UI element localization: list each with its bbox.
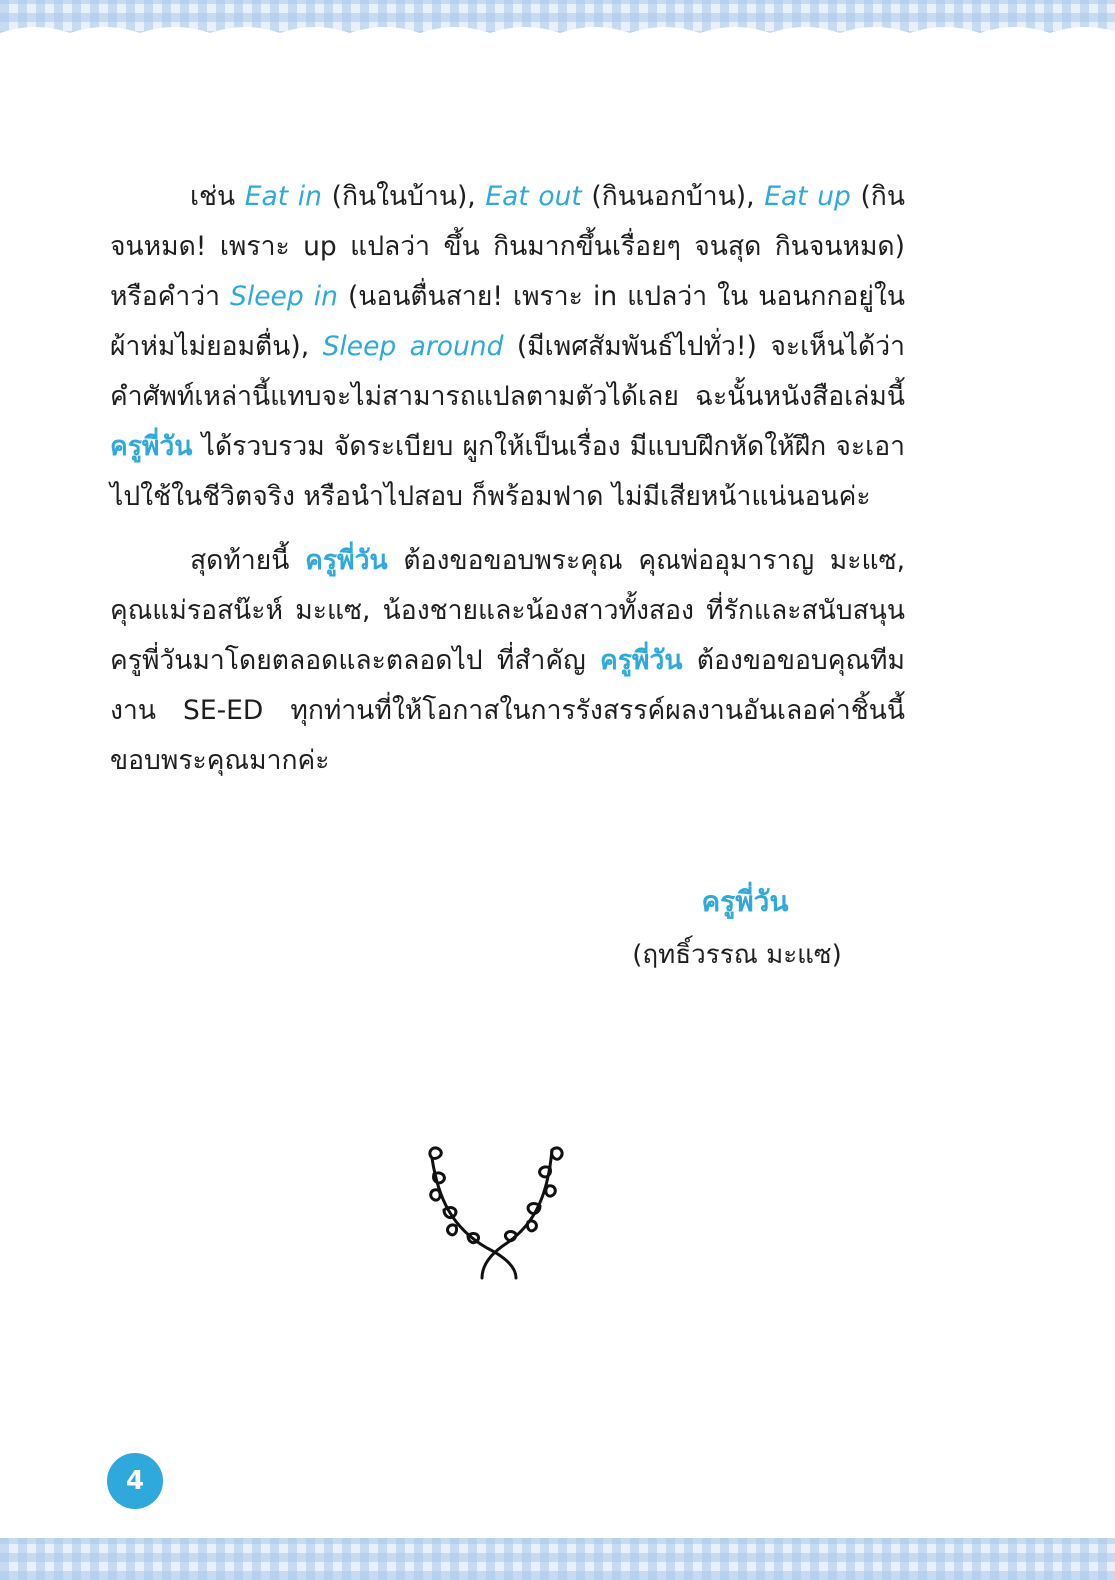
english-phrase: Eat up — [764, 181, 851, 212]
text-run: ต้องขอขอบคุณทีมงาน SE-ED ทุกท่านที่ให้โอกาสในการรังสรรค์ผลงานอันเลอค่าชิ้นนี้ ขอบพระคุณมากค่ะ — [110, 645, 905, 776]
paragraph-acknowledgements — [110, 536, 905, 786]
english-phrase: Sleep in — [230, 281, 338, 312]
author-name-highlight: ครูพี่วัน — [305, 545, 388, 576]
english-phrase: Eat out — [485, 181, 582, 212]
author-signature — [600, 874, 890, 980]
scalloped-edge — [0, 25, 1115, 41]
text-run: (กินนอกบ้าน), — [581, 181, 765, 212]
author-full-name: (ฤทธิ์วรรณ มะแซ) — [632, 940, 842, 970]
text-run: (นอนตื่นสาย! เพราะ in แปลว่า ใน นอนกกอยู่ในผ้าห่มไม่ยอมตื่น), — [110, 281, 905, 362]
body-text — [110, 172, 905, 800]
text-run: (กินในบ้าน), — [321, 181, 486, 212]
author-name-highlight: ครูพี่วัน — [110, 431, 193, 462]
english-phrase: Eat in — [244, 181, 322, 212]
author-name: ครูพี่วัน — [701, 885, 789, 918]
laurel-sprig-icon — [412, 1138, 582, 1283]
text-run: สุดท้ายนี้ — [190, 545, 306, 576]
english-phrase: Sleep around — [322, 331, 504, 362]
text-run: (กินจนหมด! เพราะ up แปลว่า ขึ้น กินมากขึ้นเรื่อยๆ จนสุด กินจนหมด) หรือคำว่า — [110, 181, 905, 312]
paragraph-vocabulary-examples — [110, 172, 905, 522]
text-run: ได้รวบรวม จัดระเบียบ ผูกให้เป็นเรื่อง มีแบบฝึกหัดให้ฝึก จะเอาไปใช้ในชีวิตจริง หรือนำไปสอบ ก็พร้อมฟาด ไม่มีเสียหน้าแน่นอนค่ะ — [110, 431, 905, 512]
text-run: ต้องขอขอบพระคุณ คุณพ่ออุมาราญ มะแซ, คุณแม่รอสน๊ะห์ มะแซ, น้องชายและน้องสาวทั้งสอง ที่รักและสนับสนุนครูพี่วันมาโดยตลอดและตลอดไป ที่สำคัญ — [110, 545, 905, 676]
bottom-gingham-border — [0, 1538, 1115, 1580]
text-run: เช่น — [190, 181, 245, 212]
page-number-badge: 4 — [107, 1453, 163, 1509]
text-run: (มีเพศสัมพันธ์ไปทั่ว!) จะเห็นได้ว่าคำศัพท์เหล่านี้แทบจะไม่สามารถแปลตามตัวได้เลย ฉะนั้นหนังสือเล่มนี้ — [110, 331, 906, 412]
top-gingham-border — [0, 0, 1115, 40]
author-name-highlight: ครูพี่วัน — [600, 645, 683, 676]
